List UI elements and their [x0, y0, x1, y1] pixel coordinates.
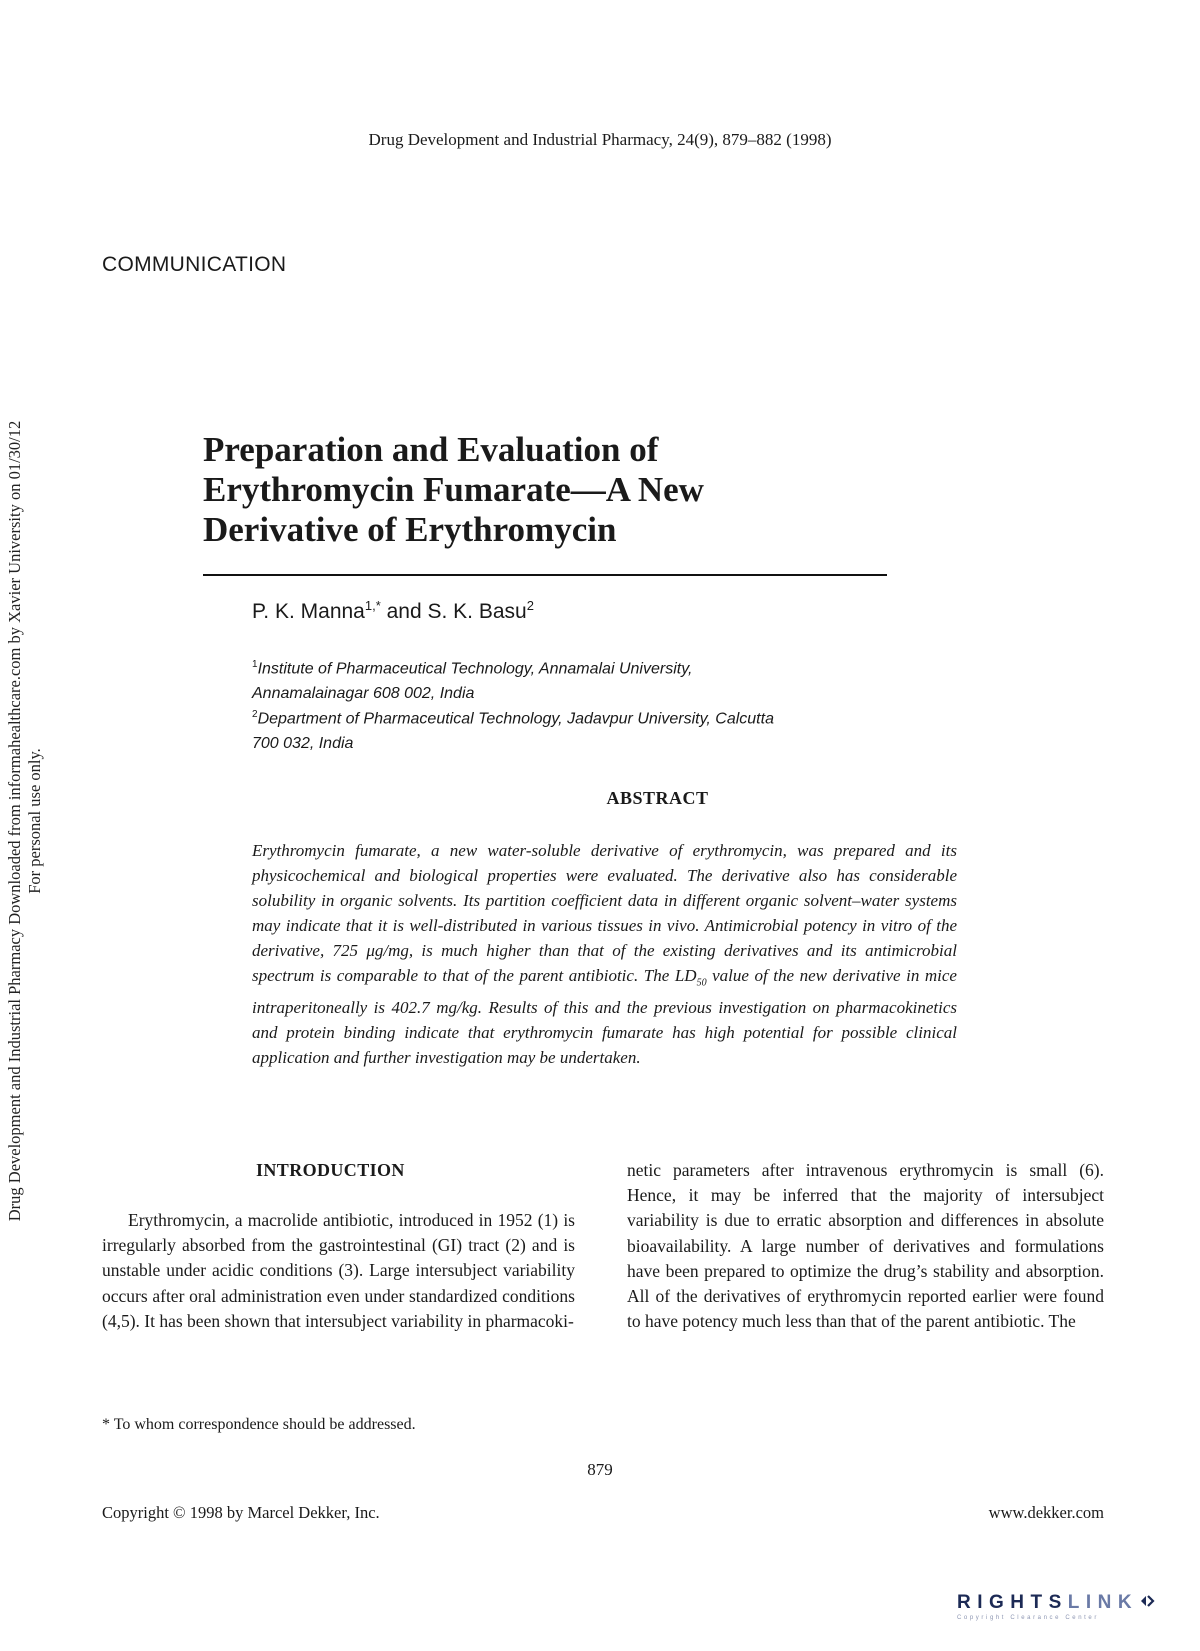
affiliation-text: Annamalainagar 608 002, India [252, 685, 475, 703]
title-line-3: Derivative of Erythromycin [203, 510, 617, 549]
author-list [252, 598, 534, 624]
author-affiliation-mark: 1,* [364, 598, 381, 613]
page-number: 879 [587, 1460, 613, 1479]
affiliation-text: 700 032, India [252, 735, 354, 753]
article-title [203, 430, 903, 550]
title-line-2: Erythromycin Fumarate—A New [203, 470, 704, 509]
correspondence-footnote: * To whom correspondence should be addressed. [102, 1416, 416, 1433]
section-label: COMMUNICATION [102, 253, 287, 276]
author-name: P. K. Manna [252, 600, 365, 623]
abstract-text [252, 838, 957, 1070]
author-name: S. K. Basu [427, 600, 527, 623]
affiliation-text: Department of Pharmaceutical Technology, Jadavpur University, Calcutta [257, 710, 774, 728]
ld-subscript: 50 [696, 977, 707, 989]
rightslink-logo[interactable] [957, 1592, 1162, 1636]
introduction-right-column: netic parameters after intravenous erythromycin is small (6). Hence, it may be inferred that the majority of intersubject variability is due to erratic absorption and differences in absolute bioavailability. A large number of derivatives and formulations have been prepared to optimize the drug’s stability and absorption. All of the derivatives of erythromycin reported earlier were found to have potency much less than that of the parent antibiotic. The [627, 1160, 1104, 1332]
publisher-website[interactable]: www.dekker.com [988, 1503, 1104, 1522]
rightslink-arrow-icon [1138, 1592, 1156, 1610]
introduction-left-column: Erythromycin, a macrolide antibiotic, introduced in 1952 (1) is irregularly absorbed from the gastrointestinal (GI) tract (2) and is unstable under acidic conditions (3). Large intersubject variability occurs after oral administration even under standardized conditions (4,5). It has been shown that intersubject variability in pharmacoki- [102, 1210, 575, 1331]
title-divider [203, 574, 887, 576]
affiliation-text: Institute of Pharmaceutical Technology, Annamalai University, [257, 660, 693, 678]
watermark-line-2: For personal use only. [25, 748, 44, 894]
affiliation-2 [252, 702, 892, 756]
affiliation-1 [252, 652, 892, 706]
rightslink-tagline: Copyright Clearance Center [957, 1615, 1099, 1621]
title-line-1: Preparation and Evaluation of [203, 430, 659, 469]
abstract-heading: ABSTRACT [606, 788, 709, 808]
affiliation-mark: 2 [252, 709, 258, 720]
journal-citation: Drug Development and Industrial Pharmacy, 24(9), 879–882 (1998) [368, 130, 832, 149]
abstract-text-part: value of the new derivative in mice intraperitoneally is 402.7 mg/kg. Results of this and the previous investigation on pharmacokinetics and protein binding indicate that erythromycin fumarate has high potential for possible clinical application and further investigation may be undertaken. [252, 966, 957, 1068]
introduction-heading: INTRODUCTION [256, 1160, 405, 1180]
copyright-notice: Copyright © 1998 by Marcel Dekker, Inc. [102, 1503, 380, 1522]
download-watermark [5, 411, 45, 1231]
author-affiliation-mark: 2 [526, 598, 534, 613]
rightslink-logo-light-text: LINK [1067, 1592, 1139, 1613]
affiliation-mark: 1 [252, 659, 258, 670]
author-joiner: and [380, 600, 428, 623]
watermark-line-1: Drug Development and Industrial Pharmacy Downloaded from informahealthcare.com by Xavier University on 01/30/12 [5, 420, 24, 1222]
rightslink-logo-dark-text: RIGHTS [957, 1592, 1068, 1613]
abstract-text-part: Erythromycin fumarate, a new water-soluble derivative of erythromycin, was prepared and its physicochemical and biological properties were evaluated. The derivative also has considerable solubility in organic solvents. Its partition coefficient data in different organic solvent–water systems may indicate that it is well-distributed in various tissues in vivo. Antimicrobial potency in vitro of the derivative, 725 μg/mg, is much higher than that of the existing derivatives and its antimicrobial spectrum is comparable to that of the parent antibiotic. The LD [252, 841, 957, 985]
